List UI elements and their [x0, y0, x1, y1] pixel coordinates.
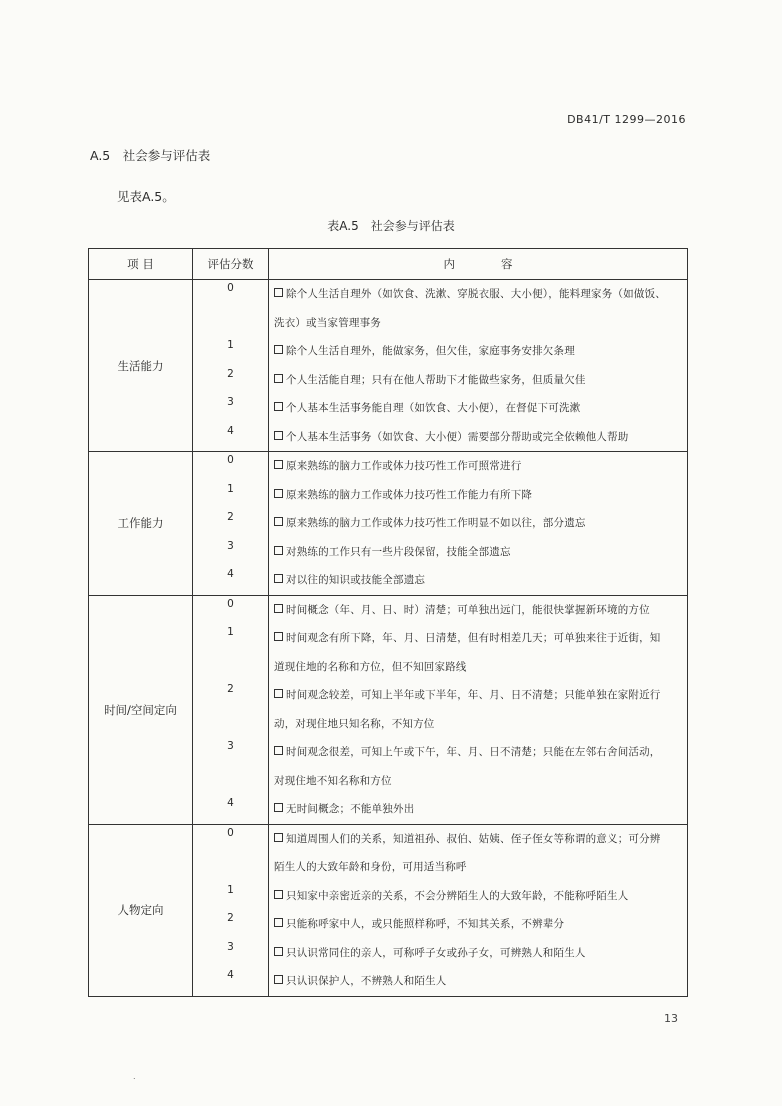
item-person-orientation: 人物定向	[89, 824, 193, 996]
option-line: 道现住地的名称和方位，但不知回家路线	[274, 660, 467, 673]
score-value: 2	[227, 511, 234, 523]
score-value: 3	[227, 396, 234, 408]
checkbox-icon	[274, 431, 283, 440]
content-column	[269, 280, 688, 452]
option-line: 个人基本生活事务能自理（如饮食、大小便），在督促下可洗漱	[269, 394, 687, 423]
checkbox-icon	[274, 374, 283, 383]
score-value: 2	[227, 367, 234, 380]
option-line: 个人基本生活事务（如饮食、大小便）需要部分帮助或完全依赖他人帮助	[269, 423, 687, 452]
content-column	[269, 595, 688, 824]
checkbox-icon	[274, 689, 283, 698]
header-score: 评估分数	[193, 249, 269, 280]
checkbox-icon	[274, 517, 283, 526]
score-value	[193, 767, 268, 796]
item-living-ability: 生活能力	[89, 280, 193, 452]
score-value: 3	[227, 539, 234, 552]
assessment-table	[88, 248, 688, 997]
score-value: 0	[227, 826, 234, 839]
table-row	[89, 595, 688, 824]
option-line: 时间观念较差，可知上半年或下半年，年、月、日不清楚；只能单独在家附近行	[269, 681, 687, 710]
score-value: 4	[227, 424, 234, 437]
checkbox-icon	[274, 947, 283, 956]
score-value: 3	[227, 740, 234, 752]
option-line: 时间观念很差，可知上午或下午，年、月、日不清楚；只能在左邻右舍间活动，	[269, 738, 687, 767]
option-line: 原来熟练的脑力工作或体力技巧性工作可照常进行	[269, 452, 687, 481]
option-line: 对以往的知识或技能全部遗忘	[269, 566, 687, 595]
checkbox-icon	[274, 288, 283, 297]
score-column	[193, 595, 269, 824]
score-value: 4	[227, 568, 234, 580]
option-line: 无时间概念；不能单独外出	[269, 795, 687, 824]
score-value: 4	[227, 797, 234, 809]
option-line: 除个人生活自理外（如饮食、洗漱、穿脱衣服、大小便），能料理家务（如做饭、	[269, 280, 687, 309]
score-value: 0	[227, 454, 234, 466]
option-line: 个人生活能自理；只有在他人帮助下才能做些家务，但质量欠佳	[269, 366, 687, 395]
score-column	[193, 452, 269, 596]
option-line: 原来熟练的脑力工作或体力技巧性工作明显不如以往，部分遗忘	[269, 509, 687, 538]
score-value: 1	[227, 339, 234, 351]
score-value: 0	[227, 282, 234, 294]
content-column	[269, 824, 688, 996]
option-line: 对现住地不知名称和方位	[274, 774, 392, 787]
section-heading: A.5 社会参与评估表	[90, 148, 211, 163]
score-value: 1	[227, 883, 234, 896]
table-header-row	[89, 249, 688, 280]
score-value: 1	[227, 626, 234, 638]
score-value: 0	[227, 597, 234, 610]
option-line: 知道周围人们的关系，知道祖孙、叔伯、姑姨、侄子侄女等称谓的意义；可分辨	[269, 825, 687, 854]
item-work-ability: 工作能力	[89, 452, 193, 596]
option-line: 除个人生活自理外，能做家务，但欠佳，家庭事务安排欠条理	[269, 337, 687, 366]
checkbox-icon	[274, 632, 283, 641]
score-value: 3	[227, 940, 234, 953]
table-caption: 表A.5 社会参与评估表	[327, 219, 455, 233]
option-line: 只知家中亲密近亲的关系，不会分辨陌生人的大致年龄，不能称呼陌生人	[269, 882, 687, 911]
score-value	[193, 710, 268, 739]
checkbox-icon	[274, 803, 283, 812]
checkbox-icon	[274, 574, 283, 583]
score-value: 2	[227, 912, 234, 924]
score-column	[193, 280, 269, 452]
checkbox-icon	[274, 345, 283, 354]
checkbox-icon	[274, 402, 283, 411]
score-value	[193, 853, 268, 882]
header-item: 项 目	[89, 249, 193, 280]
checkbox-icon	[274, 746, 283, 755]
option-line: 对熟练的工作只有一些片段保留，技能全部遗忘	[269, 538, 687, 567]
table-row	[89, 280, 688, 452]
see-table-note: 见表A.5。	[117, 189, 175, 204]
page-number: 13	[664, 1012, 678, 1025]
score-value	[193, 653, 268, 682]
checkbox-icon	[274, 975, 283, 984]
option-line: 洗衣）或当家管理事务	[274, 316, 381, 329]
option-line: 只认识保护人，不辨熟人和陌生人	[269, 967, 687, 996]
table-row	[89, 452, 688, 596]
checkbox-icon	[274, 489, 283, 498]
option-line: 原来熟练的脑力工作或体力技巧性工作能力有所下降	[269, 481, 687, 510]
score-value	[193, 309, 268, 338]
stray-mark: .	[133, 1072, 136, 1081]
score-value: 1	[227, 482, 234, 495]
header-content: 内 容	[269, 249, 688, 280]
option-line: 只能称呼家中人，或只能照样称呼，不知其关系，不辨辈分	[269, 910, 687, 939]
table-row	[89, 824, 688, 996]
document-code: DB41/T 1299—2016	[567, 113, 686, 126]
checkbox-icon	[274, 918, 283, 927]
item-time-space-orientation: 时间/空间定向	[89, 595, 193, 824]
score-column	[193, 824, 269, 996]
checkbox-icon	[274, 890, 283, 899]
checkbox-icon	[274, 833, 283, 842]
checkbox-icon	[274, 460, 283, 469]
option-line: 陌生人的大致年龄和身份，可用适当称呼	[274, 861, 467, 873]
content-column	[269, 452, 688, 596]
checkbox-icon	[274, 604, 283, 613]
option-line: 只认识常同住的亲人，可称呼子女或孙子女，可辨熟人和陌生人	[269, 939, 687, 968]
option-line: 动，对现住地只知名称，不知方位	[274, 717, 435, 730]
option-line: 时间概念（年、月、日、时）清楚；可单独出远门，能很快掌握新环境的方位	[269, 596, 687, 625]
checkbox-icon	[274, 546, 283, 555]
option-line: 时间观念有所下降，年、月、日清楚，但有时相差几天；可单独来往于近街，知	[269, 624, 687, 653]
score-value: 2	[227, 683, 234, 695]
score-value: 4	[227, 969, 234, 981]
